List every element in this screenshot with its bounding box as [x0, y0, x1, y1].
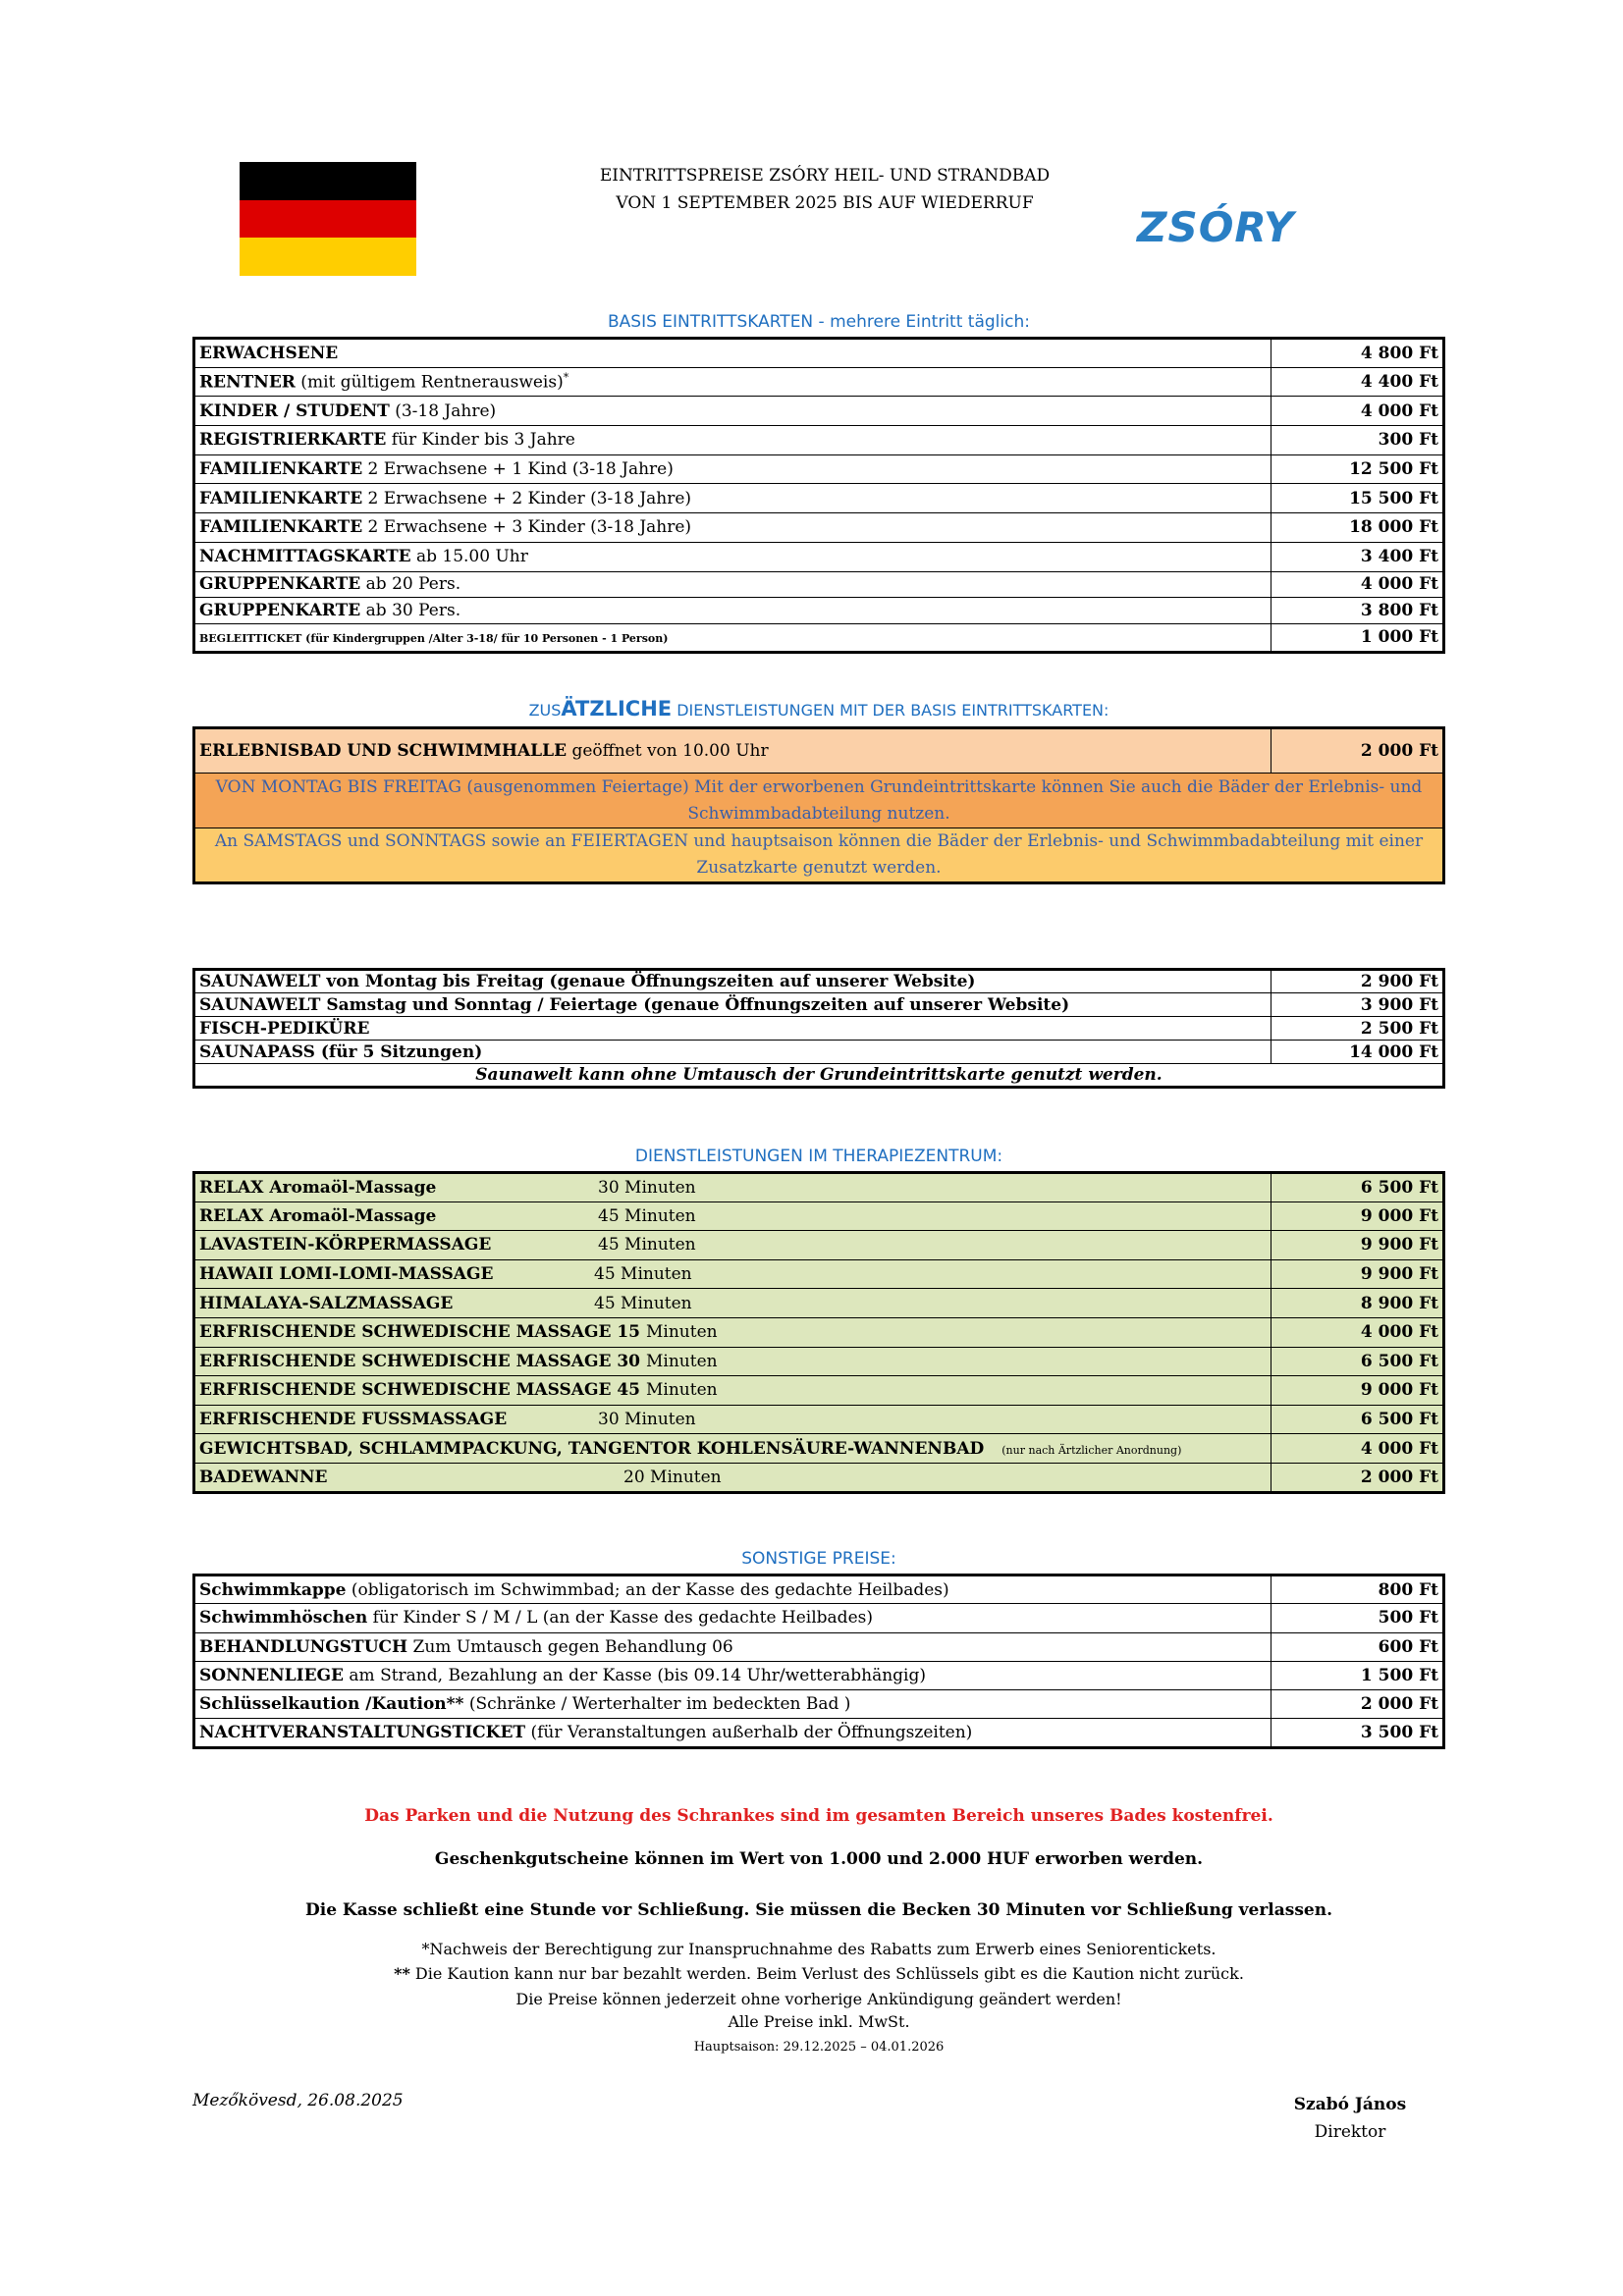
item-name: ERFRISCHENDE SCHWEDISCHE MASSAGE 45 — [199, 1380, 641, 1401]
flag-stripe-black — [240, 162, 416, 200]
table-row — [194, 1064, 1444, 1088]
table-row — [194, 728, 1444, 774]
basis-title: BASIS EINTRITTSKARTEN - mehrere Eintritt täglich: — [608, 312, 1030, 332]
table-row — [194, 1376, 1444, 1406]
table-row — [194, 1347, 1444, 1376]
item-name: HAWAII LOMI-LOMI-MASSAGE — [199, 1264, 494, 1285]
item-label: SAUNAPASS (für 5 Sitzungen) — [194, 1041, 1271, 1064]
item-name: ERWACHSENE — [199, 343, 339, 363]
item-price: 8 900 Ft — [1271, 1289, 1444, 1318]
therapie-title: DIENSTLEISTUNGEN IM THERAPIEZENTRUM: — [634, 1147, 1003, 1166]
item-label — [194, 1259, 1271, 1289]
item-name: ERFRISCHENDE SCHWEDISCHE MASSAGE 15 — [199, 1322, 641, 1343]
table-row — [194, 454, 1444, 484]
item-price: 4 000 Ft — [1271, 397, 1444, 426]
footnote-hauptsaison: Hauptsaison: 29.12.2025 – 04.01.2026 — [693, 2040, 945, 2055]
basis-price-table — [192, 337, 1445, 654]
item-label — [194, 623, 1271, 653]
item-label — [194, 1719, 1271, 1747]
item-name: RELAX Aromaöl-Massage — [199, 1177, 437, 1198]
item-duration: 30 Minuten — [598, 1410, 696, 1430]
page-title — [511, 162, 1139, 217]
item-label — [194, 1575, 1271, 1604]
item-price: 2 000 Ft — [1271, 1690, 1444, 1719]
extra-title-pre: ZUS — [528, 701, 562, 720]
table-row — [194, 970, 1444, 993]
item-label — [194, 1376, 1271, 1406]
item-detail: für Kinder S / M / L (an der Kasse des gedachte Heilbades) — [367, 1608, 873, 1629]
item-label — [194, 1173, 1271, 1202]
item-price: 300 Ft — [1271, 426, 1444, 455]
item-duration: 45 Minuten — [594, 1264, 692, 1285]
flag-stripe-red — [240, 200, 416, 239]
footnote-deposit-text: Die Kaution kann nur bar bezahlt werden. Beim Verlust des Schlüssels gibt es die Kaution nicht zurück. — [409, 1964, 1244, 1983]
table-row — [194, 1661, 1444, 1689]
table-row — [194, 1690, 1444, 1719]
item-detail: ab 20 Pers. — [360, 574, 461, 595]
voucher-note: Geschenkgutscheine können im Wert von 1.000 und 2.000 HUF erworben werden. — [434, 1849, 1204, 1869]
table-row — [194, 1434, 1444, 1464]
item-price: 2 000 Ft — [1271, 1463, 1444, 1492]
parking-note: Das Parken und die Nutzung des Schrankes sind im gesamten Bereich unseres Bades kostenfrei. — [364, 1806, 1273, 1826]
extra-row-rest: geöffnet von 10.00 Uhr — [567, 741, 769, 761]
item-price: 1 000 Ft — [1271, 623, 1444, 653]
table-row — [194, 1201, 1444, 1231]
table-row — [194, 1259, 1444, 1289]
item-label — [194, 367, 1271, 397]
item-label — [194, 1405, 1271, 1434]
extra-row-label — [194, 728, 1271, 774]
table-row — [194, 828, 1444, 883]
table-row — [194, 1719, 1444, 1747]
item-detail: 2 Erwachsene + 1 Kind (3-18 Jahre) — [362, 459, 674, 480]
item-label: SAUNAWELT Samstag und Sonntag / Feiertage (genaue Öffnungszeiten auf unserer Website) — [194, 993, 1271, 1017]
item-detail: am Strand, Bezahlung an der Kasse (bis 09.14 Uhr/wetterabhängig) — [344, 1666, 926, 1686]
item-duration: 45 Minuten — [598, 1205, 696, 1226]
table-row — [194, 1017, 1444, 1041]
item-name: NACHTVERANSTALTUNGSTICKET — [199, 1723, 526, 1743]
table-row — [194, 1041, 1444, 1064]
item-detail: ab 15.00 Uhr — [410, 547, 528, 567]
item-name: REGISTRIERKARTE — [199, 430, 387, 451]
item-detail: (3-18 Jahre) — [389, 400, 497, 421]
item-duration: (nur nach Ärtzlicher Anordnung) — [1001, 1443, 1182, 1457]
table-row — [194, 571, 1444, 598]
item-detail: (Schränke / Werterhalter im bedeckten Bad ) — [463, 1694, 851, 1715]
footnote-mark: * — [563, 371, 569, 385]
item-name: ERFRISCHENDE SCHWEDISCHE MASSAGE 30 — [199, 1351, 641, 1371]
item-duration: Minuten — [646, 1322, 718, 1343]
item-price: 12 500 Ft — [1271, 454, 1444, 484]
table-row — [194, 397, 1444, 426]
table-row — [194, 484, 1444, 513]
item-name: FAMILIENKARTE — [199, 488, 363, 508]
item-price: 18 000 Ft — [1271, 513, 1444, 543]
table-row — [194, 1604, 1444, 1632]
item-price: 6 500 Ft — [1271, 1405, 1444, 1434]
item-name: RELAX Aromaöl-Massage — [199, 1205, 437, 1226]
item-name: BEGLEITTICKET (für Kindergruppen /Alter 3-18/ für 10 Personen - 1 Person) — [199, 632, 669, 646]
item-price: 4 000 Ft — [1271, 1317, 1444, 1347]
item-name: GEWICHTSBAD, SCHLAMMPACKUNG, TANGENTOR KOHLENSÄURE-WANNENBAD — [199, 1438, 985, 1459]
item-label — [194, 542, 1271, 571]
item-label — [194, 1347, 1271, 1376]
item-price: 14 000 Ft — [1271, 1041, 1444, 1064]
item-name: FAMILIENKARTE — [199, 517, 363, 538]
item-name: BEHANDLUNGSTUCH — [199, 1636, 408, 1657]
item-detail: 2 Erwachsene + 3 Kinder (3-18 Jahre) — [362, 517, 692, 538]
item-label — [194, 1231, 1271, 1260]
item-label — [194, 1317, 1271, 1347]
director-name: Szabó János — [1293, 2095, 1407, 2114]
extra-title — [192, 697, 1445, 721]
item-duration: 45 Minuten — [598, 1235, 696, 1255]
sonstige-title: SONSTIGE PREISE: — [741, 1549, 896, 1569]
item-price: 3 500 Ft — [1271, 1719, 1444, 1747]
logo-text: ZSÓRY — [1137, 203, 1295, 251]
table-row — [194, 1632, 1444, 1661]
item-name: Schwimmhöschen — [199, 1608, 368, 1629]
item-label — [194, 571, 1271, 598]
table-row — [194, 1575, 1444, 1604]
item-label — [194, 1632, 1271, 1661]
item-price: 6 500 Ft — [1271, 1347, 1444, 1376]
table-row — [194, 367, 1444, 397]
item-price: 500 Ft — [1271, 1604, 1444, 1632]
item-price: 2 900 Ft — [1271, 970, 1444, 993]
item-price: 3 800 Ft — [1271, 598, 1444, 624]
item-name: SONNENLIEGE — [199, 1666, 344, 1686]
item-name: RENTNER — [199, 372, 296, 393]
item-duration: Minuten — [646, 1380, 718, 1401]
extra-title-post: DIENSTLEISTUNGEN MIT DER BASIS EINTRITTSKARTEN: — [672, 701, 1109, 720]
sauna-price-table — [192, 968, 1445, 1089]
table-row — [194, 513, 1444, 543]
extra-note-weekday: VON MONTAG BIS FREITAG (ausgenommen Feiertage) Mit der erworbenen Grundeintrittskarte können Sie auch die Bäder der Erlebnis- und Schwimmbadabteilung nutzen. — [194, 774, 1444, 828]
sonstige-price-table — [192, 1574, 1445, 1749]
item-label — [194, 1201, 1271, 1231]
title-line-1: EINTRITTSPREISE ZSÓRY HEIL- UND STRANDBAD — [599, 166, 1051, 186]
item-duration: 30 Minuten — [598, 1177, 696, 1198]
item-price: 2 500 Ft — [1271, 1017, 1444, 1041]
extra-title-big: ÄTZLICHE — [561, 697, 673, 721]
item-price: 9 900 Ft — [1271, 1231, 1444, 1260]
item-price: 3 900 Ft — [1271, 993, 1444, 1017]
item-name: HIMALAYA-SALZMASSAGE — [199, 1293, 454, 1313]
item-label — [194, 1434, 1271, 1464]
item-label — [194, 339, 1271, 368]
item-label — [194, 1690, 1271, 1719]
extra-row-price: 2 000 Ft — [1271, 728, 1444, 774]
extra-note-weekend: An SAMSTAGS und SONNTAGS sowie an FEIERTAGEN und hauptsaison können die Bäder der Erlebnis- und Schwimmbadabteilung mit einer Zusatzkarte genutzt werden. — [194, 828, 1444, 883]
item-label — [194, 598, 1271, 624]
item-detail: Zum Umtausch gegen Behandlung 06 — [407, 1636, 733, 1657]
item-label: SAUNAWELT von Montag bis Freitag (genaue Öffnungszeiten auf unserer Website) — [194, 970, 1271, 993]
item-name: BADEWANNE — [199, 1467, 328, 1487]
table-row — [194, 623, 1444, 653]
footnote-deposit-marker: ** — [394, 1964, 410, 1983]
flag-stripe-gold — [240, 238, 416, 276]
item-price: 15 500 Ft — [1271, 484, 1444, 513]
item-duration: 45 Minuten — [594, 1293, 692, 1313]
sauna-note: Saunawelt kann ohne Umtausch der Grundeintrittskarte genutzt werden. — [194, 1064, 1444, 1088]
table-row — [194, 774, 1444, 828]
item-price: 3 400 Ft — [1271, 542, 1444, 571]
footnote-deposit — [192, 1964, 1445, 1983]
footnote-vat: Alle Preise inkl. MwSt. — [728, 2012, 910, 2031]
item-label — [194, 513, 1271, 543]
item-name: KINDER / STUDENT — [199, 400, 390, 421]
table-row — [194, 598, 1444, 624]
item-name: GRUPPENKARTE — [199, 600, 361, 620]
item-price: 6 500 Ft — [1271, 1173, 1444, 1202]
table-row — [194, 1289, 1444, 1318]
extra-row-bold: ERLEBNISBAD UND SCHWIMMHALLE — [199, 741, 568, 761]
item-label — [194, 1604, 1271, 1632]
director-block — [1286, 2091, 1414, 2146]
item-price: 4 000 Ft — [1271, 571, 1444, 598]
table-row — [194, 426, 1444, 455]
item-label — [194, 1463, 1271, 1492]
item-name: LAVASTEIN-KÖRPERMASSAGE — [199, 1235, 492, 1255]
item-detail: (obligatorisch im Schwimmbad; an der Kasse des gedachte Heilbades) — [346, 1579, 949, 1600]
item-label — [194, 397, 1271, 426]
item-name: Schwimmkappe — [199, 1579, 347, 1600]
german-flag — [240, 162, 416, 276]
closing-note: Die Kasse schließt eine Stunde vor Schließung. Sie müssen die Becken 30 Minuten vor Schließung verlassen. — [305, 1900, 1332, 1920]
title-line-2: VON 1 SEPTEMBER 2025 BIS AUF WIEDERRUF — [616, 193, 1034, 213]
table-row — [194, 339, 1444, 368]
table-row — [194, 993, 1444, 1017]
item-label — [194, 1661, 1271, 1689]
item-name: GRUPPENKARTE — [199, 574, 361, 595]
table-row — [194, 1405, 1444, 1434]
item-name: FAMILIENKARTE — [199, 459, 363, 480]
item-price: 9 900 Ft — [1271, 1259, 1444, 1289]
item-name: NACHMITTAGSKARTE — [199, 547, 411, 567]
table-row — [194, 542, 1444, 571]
table-row — [194, 1463, 1444, 1492]
item-price: 4 400 Ft — [1271, 367, 1444, 397]
zsory-logo — [1131, 192, 1295, 261]
item-label — [194, 484, 1271, 513]
place-date: Mezőkövesd, 26.08.2025 — [192, 2091, 404, 2110]
item-price: 9 000 Ft — [1271, 1201, 1444, 1231]
item-price: 4 800 Ft — [1271, 339, 1444, 368]
therapie-price-table — [192, 1171, 1445, 1494]
item-price: 600 Ft — [1271, 1632, 1444, 1661]
table-row — [194, 1173, 1444, 1202]
extra-services-table — [192, 726, 1445, 884]
item-price: 800 Ft — [1271, 1575, 1444, 1604]
item-detail: 2 Erwachsene + 2 Kinder (3-18 Jahre) — [362, 488, 692, 508]
footnote-senior: *Nachweis der Berechtigung zur Inanspruchnahme des Rabatts zum Erwerb eines Seniorentickets. — [421, 1940, 1217, 1958]
item-name: ERFRISCHENDE FUSSMASSAGE — [199, 1410, 508, 1430]
item-duration: Minuten — [646, 1351, 718, 1371]
item-detail: ab 30 Pers. — [360, 600, 461, 620]
item-duration: 20 Minuten — [623, 1467, 722, 1487]
item-price: 1 500 Ft — [1271, 1661, 1444, 1689]
item-name: Schlüsselkaution /Kaution** — [199, 1694, 464, 1715]
item-detail: (für Veranstaltungen außerhalb der Öffnungszeiten) — [525, 1723, 973, 1743]
director-title: Direktor — [1314, 2122, 1386, 2142]
item-price: 9 000 Ft — [1271, 1376, 1444, 1406]
item-detail: für Kinder bis 3 Jahre — [386, 430, 575, 451]
item-label — [194, 454, 1271, 484]
item-label — [194, 426, 1271, 455]
table-row — [194, 1231, 1444, 1260]
table-row — [194, 1317, 1444, 1347]
item-detail: (mit gültigem Rentnerausweis) — [295, 372, 564, 393]
item-label — [194, 1289, 1271, 1318]
item-price: 4 000 Ft — [1271, 1434, 1444, 1464]
item-label: FISCH-PEDIKÜRE — [194, 1017, 1271, 1041]
footnote-prices-change: Die Preise können jederzeit ohne vorherige Ankündigung geändert werden! — [515, 1990, 1122, 2008]
